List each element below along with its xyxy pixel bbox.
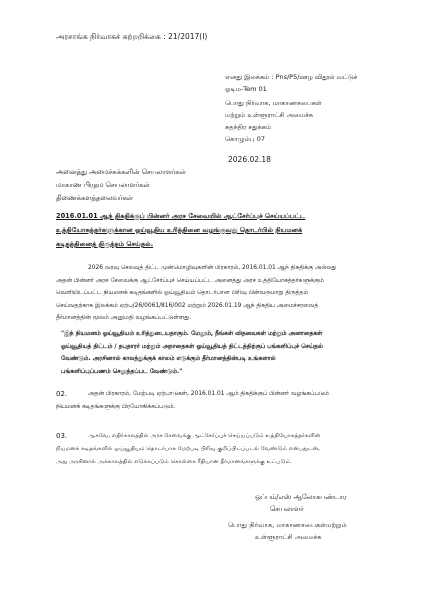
paragraph-line: நியமனக் கடிதங்களுக்கு பிரயோகிக்கப்படும். — [56, 404, 176, 410]
paragraph-line: வெளியிடப்பட்ட நியமனக் கடிதங்களில் ஓய்வூதியம் தொடர்பான பிரிவு பின்வருமாறு திருத்தம் — [56, 290, 309, 296]
paragraph-number: 03. — [56, 432, 68, 440]
subject-line: கடிதத்தினைத் திருத்தம் செய்தல். — [56, 240, 154, 248]
signatory-ministry-1: பொது நிர்வாக, மாகாணசபைகள்மற்றும் — [228, 521, 347, 529]
paragraph-body — [56, 443, 320, 468]
paragraph-1 — [56, 262, 336, 325]
office-name-2: மற்றும் உள்ளூராட்சி அமைச்சு — [225, 111, 314, 119]
recipient-line: திணைக்களத்தலைவர்கள் — [56, 194, 133, 202]
paragraph-line: நியமனக் கடிதங்களில் ஓய்வூதியம் தொடர்பாக மேற்படி பிரிவு குறிப்பிடப்படல் வேண்டும் என்பதுடன், — [56, 446, 320, 452]
paragraph-number: 02. — [56, 390, 68, 398]
quote-line: "இந் நியமனம் ஓய்வூதியம் உரித்துடையதாகும். மேலும், நீங்கள் விதவைகள் மற்றும் அனாதைகள் — [61, 331, 323, 337]
paragraph-body — [88, 430, 320, 443]
recipient-line: மாகாண பிரதம செயலாளர்கள் — [56, 181, 150, 189]
quote-line: வேண்டும். அரசினால் காலத்துக்குக் காலம் எடுக்கும் தீர்மானத்தின்படி உங்களால் — [61, 356, 276, 362]
subject-line: உத்தியோகத்தர்களுக்கான ஓய்வூதிய உரித்தினை வழங்குவது தொடர்பில் நியமனக் — [56, 226, 303, 234]
letter-date: 2026.02.18 — [228, 155, 271, 164]
subject-line: 2016.01.01 ஆந் திகதிக்குப் பின்னர் அரச சேவையில் ஆட்சேர்ப்புச் செய்யப்பட்ட — [56, 212, 306, 220]
office-name-1: பொது நிர்வாக, மாகாணசபைகள் — [225, 99, 322, 107]
paragraph-line: 2026 வரவு செலவுத் திட்ட முன்மொழிவுகளின் பிரகாரம், 2016.01.01 ஆந் திகதிக்கு அல்லது — [88, 265, 337, 271]
paragraph-line: ஆகவே, எதிர்காலத்தில் அரச சேவைக்கு ஆட்சேர்ப்புச் செய்யப்படும் உத்தியோகத்தர்களின் — [88, 433, 321, 439]
office-city: கொழும்பு 07 — [225, 135, 265, 143]
signatory-ministry-2: உள்ளூராட்சி அமைச்சு — [255, 533, 322, 541]
paragraph-line: அது அரசினால் அக்காலத்தில் எடுக்கப்படும் கொள்கை ரீதியான தீர்மானங்களுக்கு உட்படும். — [56, 458, 292, 465]
quoted-clause — [61, 328, 323, 378]
paragraph-body — [88, 388, 329, 401]
reference-number-2: ஓடிம-Tem 01 — [225, 85, 267, 93]
circular-reference: அரசாங்க நிர்வாகச் சுற்றறிக்கை : 21/2017(I) — [56, 32, 208, 41]
reference-number: எனது இலக்கம் : Pns/P5/ஊழ விதூல் வட்டுச் — [225, 73, 358, 81]
quote-line: பங்களிப்புப்பணம் செலுத்தப்பட வேண்டும்." — [61, 368, 183, 375]
recipient-line: அனைத்து அமைச்சுக்களின் செயலாளர்கள் — [56, 168, 186, 176]
quote-line: ஓய்வூதியத் திட்டம் / தபுதாரர் மற்றும் அநாதைகள் ஓய்வூதியத் திட்டத்திற்குப் பங்களிப்புச் செய்தல் — [61, 343, 323, 350]
subject-heading — [56, 209, 305, 251]
signatory-title: செயலாளர் — [270, 505, 304, 513]
paragraph-line: செய்வதற்காக இலக்கம் ஏற்ப/26/0061/816/002 மற்றும் 2026.01.19 ஆந் திகதிய அமைச்சரவைத் — [56, 302, 319, 309]
paragraph-line: அதன் பின்னர் அரச சேவைக்கு ஆட்சேர்ப்புச் செய்யப்பட்ட அனைத்து அரச உத்தியோகத்தர்களுக்கும் — [56, 277, 324, 284]
office-street: சுதந்திர சதுக்கம் — [225, 123, 272, 131]
paragraph-line: அதன் பிரகாரம், மேற்படி ஏற்பாடுகள், 2016.01.01 ஆம் திகதிக்குப் பின்னர் வழங்கப்படும் — [88, 391, 329, 397]
paragraph-line: தீர்மானத்தின் மூலம் அனுமதி வழங்கப்பட்டுள்ளது. — [56, 315, 192, 321]
paragraph-body — [56, 401, 175, 414]
signed-by: ஒப்பம்/எஸ் ஆலோகபண்டார — [255, 493, 347, 501]
